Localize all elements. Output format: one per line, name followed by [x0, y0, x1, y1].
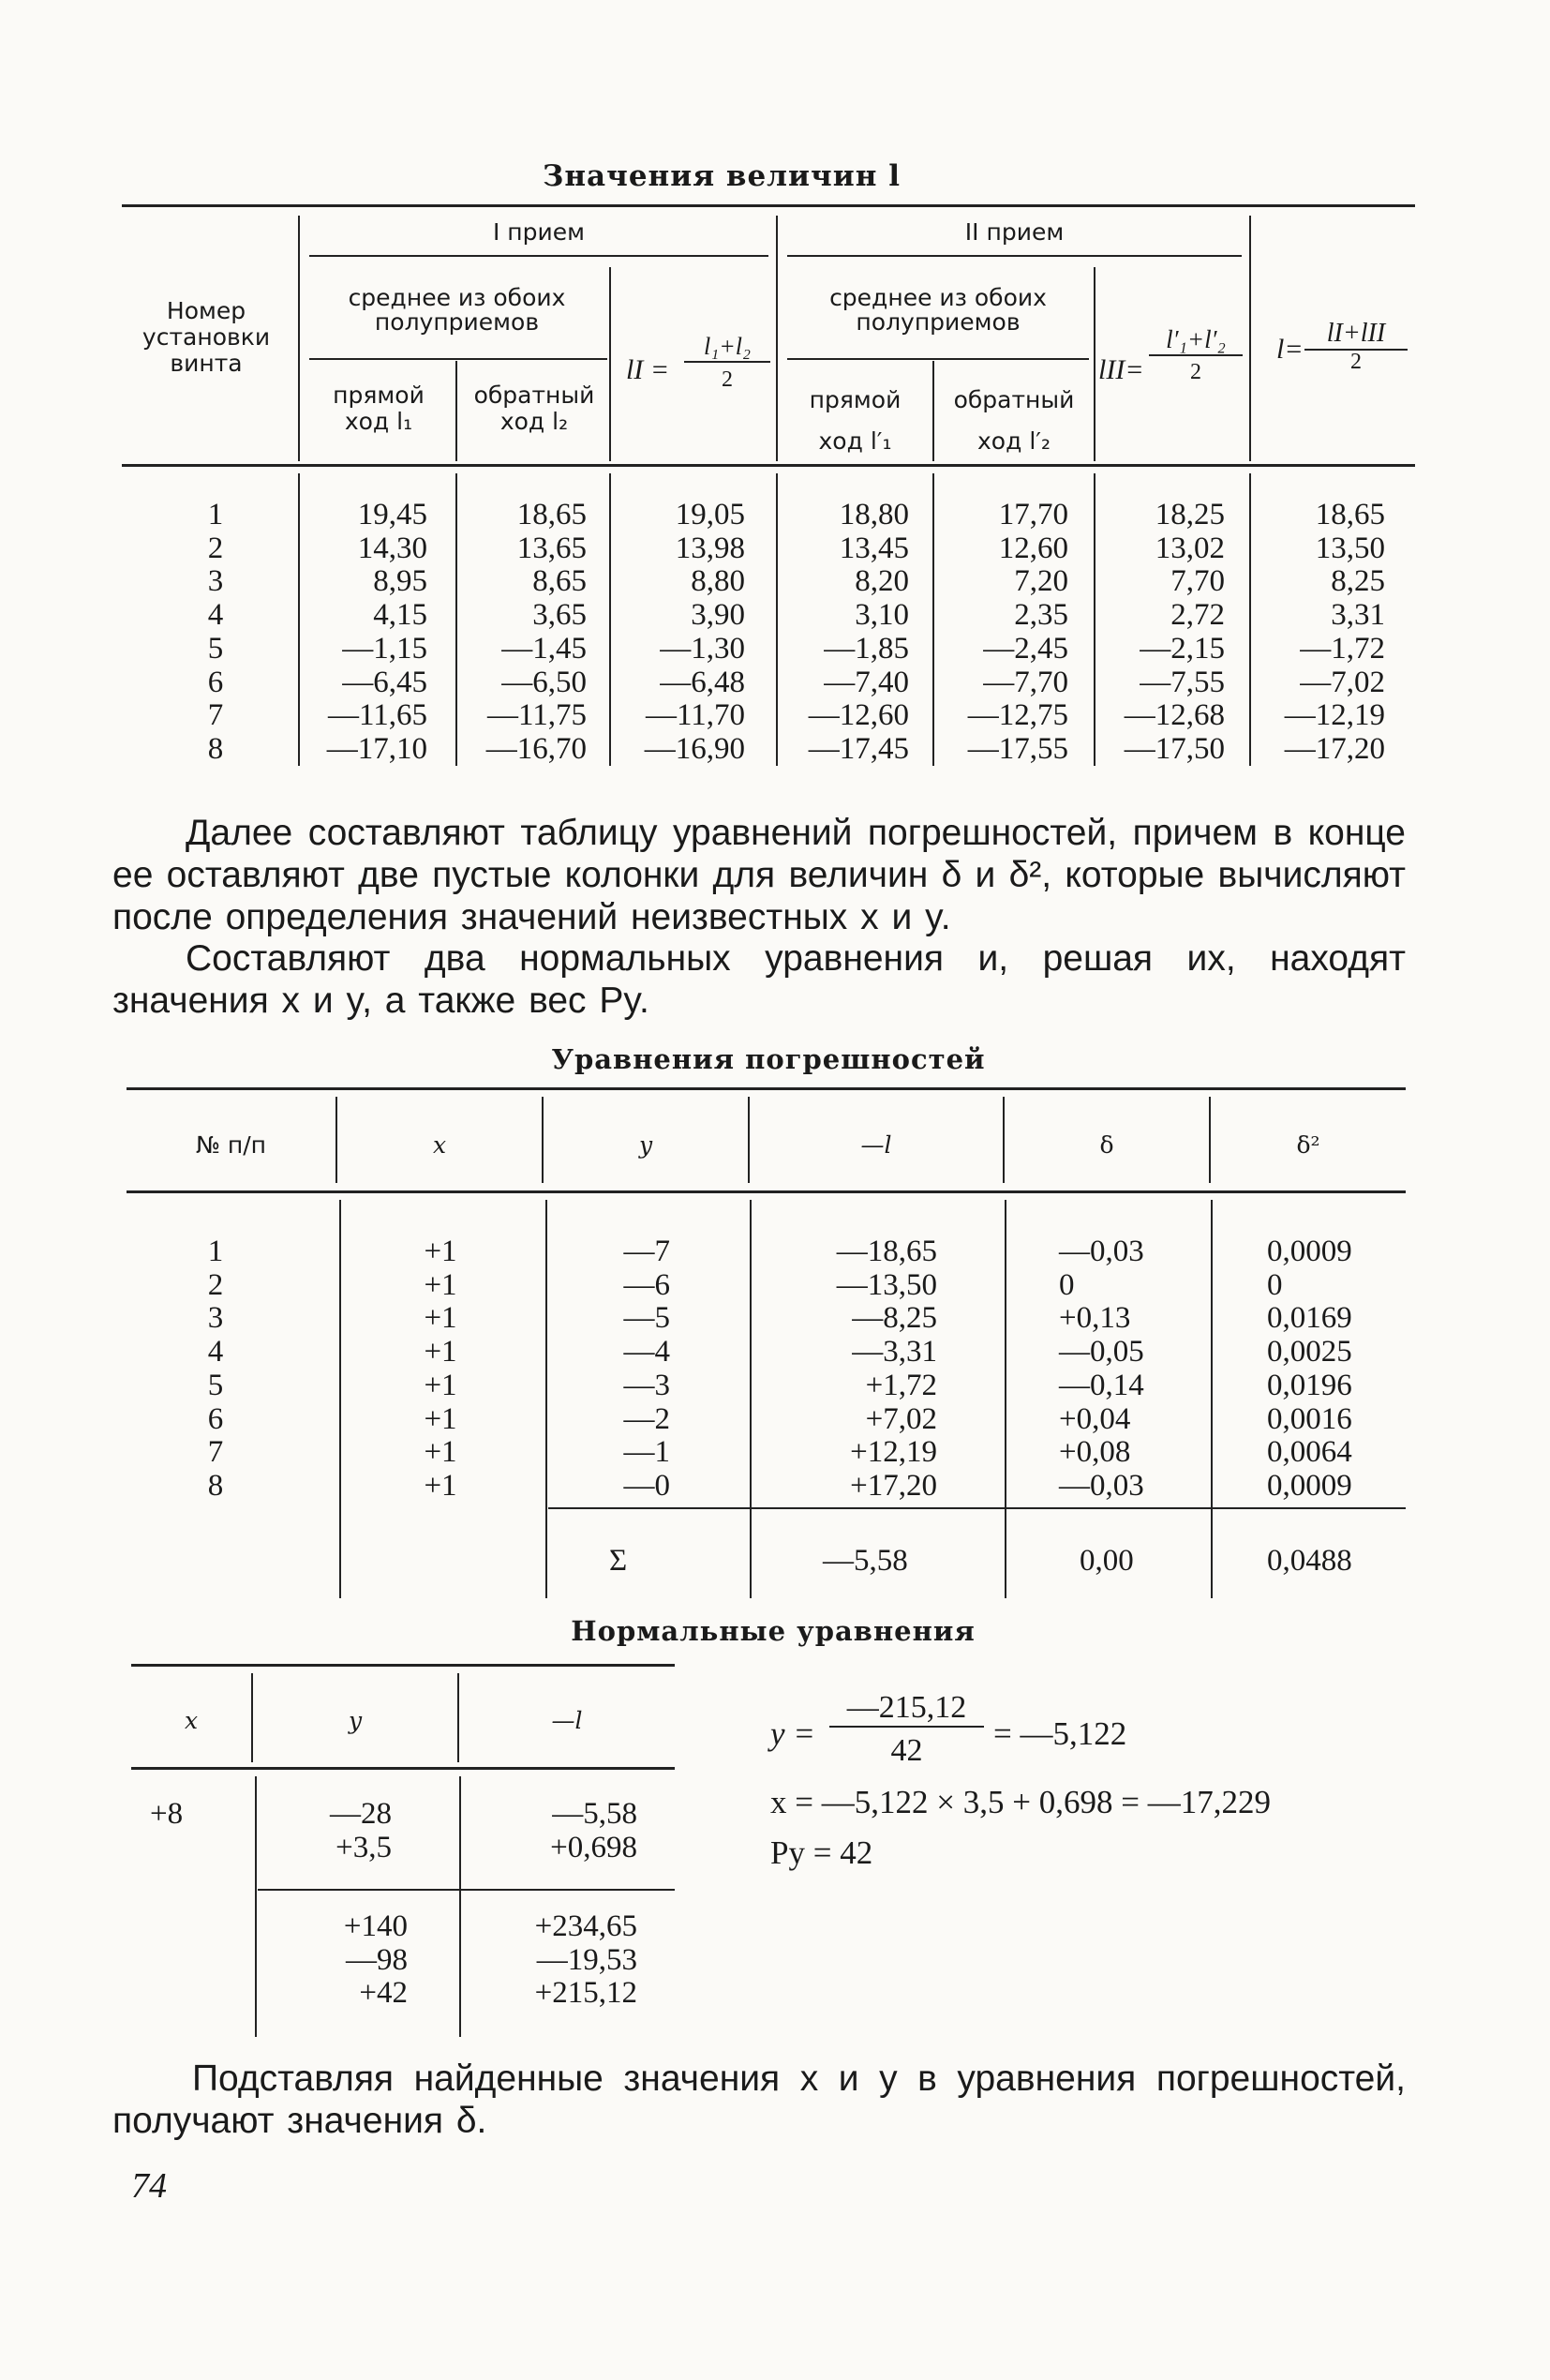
table3-col-l-sums — [469, 1910, 637, 2011]
table1-hrule — [787, 255, 1242, 257]
table2-cell-x: +1 — [424, 1301, 457, 1336]
table1-title-text: Значения величин l — [543, 159, 901, 193]
table2-cell-delta-sq: 0,0009 — [1267, 1235, 1352, 1268]
table1-cell-l1p: —17,45 — [808, 731, 909, 766]
table1-cell-l2p: 2,35 — [1014, 598, 1068, 633]
table1-cell-l2: 8,65 — [532, 564, 587, 599]
table2-title: Уравнения погрешностей — [551, 1043, 986, 1075]
table1-cell-l2p: —12,75 — [967, 698, 1068, 733]
table1-cell-l: —12,19 — [1284, 698, 1385, 733]
table1-cell-lii: —7,55 — [1140, 665, 1225, 699]
table2-cell-l: —18,65 — [836, 1235, 937, 1268]
table1-vline — [455, 361, 457, 461]
table1-cell-l1: —6,45 — [342, 665, 427, 699]
table1-cell-l1p: 3,10 — [855, 598, 909, 633]
table2-cell-delta: —0,03 — [1059, 1468, 1144, 1503]
table3-body-vline — [255, 1776, 257, 2037]
table1-col-l1 — [300, 499, 427, 767]
table2-cell-n: 8 — [207, 1468, 224, 1503]
table1-cell-l2p: 7,20 — [1014, 564, 1068, 599]
header-avg-2 — [782, 286, 1094, 335]
table2-cell-y: —0 — [623, 1468, 670, 1503]
table3-x-value: +8 — [150, 1797, 184, 1831]
table2-body-vline — [1211, 1200, 1213, 1598]
table1-cell-lii: —2,15 — [1140, 631, 1225, 666]
solution-weight: Py = 42 — [770, 1834, 873, 1871]
table1-cell-li: —11,70 — [645, 698, 745, 733]
table1-cell-l: —17,20 — [1284, 731, 1385, 766]
table3-cell-l-sum: —19,53 — [536, 1942, 637, 1977]
table1-col-l2p — [937, 499, 1068, 767]
table1-cell-l2p: —7,70 — [983, 665, 1068, 699]
table2-cell-n: 3 — [207, 1301, 224, 1336]
table3-cell-y-sum: +42 — [359, 1976, 408, 2011]
solution-y-lhs: y = — [770, 1715, 815, 1752]
table2-sum-delta: 0,00 — [1080, 1544, 1134, 1578]
table1-vline — [1094, 267, 1095, 461]
table3-cell-l: —5,58 — [552, 1797, 637, 1831]
table1-cell-l1p: —12,60 — [808, 698, 909, 733]
header-text: обратный — [473, 382, 595, 409]
header-text: среднее из обоих — [348, 284, 566, 311]
header-priem-2: II прием — [964, 218, 1065, 246]
table2-cell-x: +1 — [424, 1435, 457, 1470]
table1-cell-li: 19,05 — [675, 498, 745, 531]
header-text: ход l₂ — [499, 408, 569, 435]
table1-cell-number: 7 — [207, 698, 224, 733]
table3-top-rule — [131, 1664, 675, 1667]
table1-title — [469, 159, 975, 193]
table2-sum-rule — [548, 1507, 1406, 1509]
header-text: прямой — [333, 382, 425, 409]
formula-lhs: lII= — [1098, 354, 1144, 385]
table1-cell-number: 2 — [207, 531, 224, 565]
table1-cell-lii: —12,68 — [1124, 698, 1225, 733]
table1-cell-lii: —17,50 — [1124, 731, 1225, 766]
table1-top-rule — [122, 204, 1415, 207]
table2-cell-l: +1,72 — [865, 1368, 937, 1402]
header-text: ход l′₁ — [818, 427, 892, 455]
table2-sum-label: Σ — [609, 1544, 628, 1578]
table1-cell-lii: 13,02 — [1155, 531, 1225, 565]
table1-cell-l: 3,31 — [1331, 598, 1385, 633]
table1-body-vline — [1249, 473, 1251, 766]
table3-col-y — [281, 1798, 392, 1864]
table1-cell-number: 3 — [207, 564, 224, 599]
table2-col-l — [759, 1235, 937, 1504]
table3-cell-y-sum: —98 — [346, 1942, 408, 1977]
table1-cell-li: 13,98 — [675, 531, 745, 565]
solution-y-numerator: —215,12 — [829, 1690, 984, 1728]
table1-cell-number: 4 — [207, 598, 224, 633]
table2-cell-l: +17,20 — [850, 1468, 937, 1503]
table1-cell-number: 1 — [207, 498, 224, 531]
table2-col-n — [187, 1235, 244, 1504]
table2-body-vline — [545, 1200, 547, 1598]
formula-numerator: lI+lII — [1304, 319, 1408, 351]
table2-cell-x: +1 — [424, 1267, 457, 1302]
table3-col-y-sums — [281, 1910, 408, 2011]
table2-cell-n: 2 — [207, 1267, 224, 1302]
table3-cell-l-sum: +234,65 — [534, 1909, 637, 1943]
table1-cell-l1p: 13,45 — [839, 531, 909, 565]
header-avg-1 — [305, 286, 609, 335]
table1-cell-lii: 2,72 — [1170, 598, 1225, 633]
table2-cell-delta: +0,13 — [1059, 1301, 1131, 1336]
page-number: 74 — [131, 2166, 167, 2206]
table1-hrule — [309, 255, 768, 257]
table2-cell-delta: —0,05 — [1059, 1335, 1144, 1370]
table1-col-lii — [1098, 499, 1225, 767]
table2-cell-delta: —0,03 — [1059, 1235, 1144, 1268]
table1-cell-l1: 8,95 — [373, 564, 427, 599]
table3-header-rule — [131, 1767, 675, 1770]
table1-col-l1p — [778, 499, 909, 767]
table1-cell-l2: 3,65 — [532, 598, 587, 633]
table1-cell-l1: 19,45 — [357, 498, 427, 531]
table2-cell-l: +7,02 — [865, 1401, 937, 1436]
table1-cell-l: —1,72 — [1300, 631, 1385, 666]
table2-cell-l: —3,31 — [852, 1335, 937, 1370]
table2-cell-y: —4 — [623, 1335, 670, 1370]
table2-cell-x: +1 — [424, 1401, 457, 1436]
solution-y-rhs: = —5,122 — [993, 1715, 1127, 1752]
table2-cell-delta-sq: 0,0196 — [1267, 1368, 1352, 1402]
header-reverse-1 — [459, 382, 609, 435]
table2-cell-y: —1 — [623, 1435, 670, 1470]
header-text: Номер — [166, 297, 246, 324]
table1-cell-l: 8,25 — [1331, 564, 1385, 599]
paragraph-2: Составляют два нормальных уравнения и, решая их, находят значения x и y, а также вес Py. — [112, 938, 1406, 1021]
formula-denominator: 2 — [1350, 350, 1362, 374]
table1-cell-lii: 7,70 — [1170, 564, 1225, 599]
table2-header-y: y — [638, 1131, 653, 1159]
table2-cell-delta-sq: 0,0064 — [1267, 1435, 1352, 1470]
table2-cell-l: —13,50 — [836, 1267, 937, 1302]
table1-header-rule — [122, 464, 1415, 467]
header-text: полуприемов — [374, 308, 540, 336]
table2-cell-delta: +0,08 — [1059, 1435, 1131, 1470]
table2-cell-l: —8,25 — [852, 1301, 937, 1336]
table2-cell-delta: +0,04 — [1059, 1401, 1131, 1436]
table1-cell-l1p: 18,80 — [839, 498, 909, 531]
table2-cell-y: —7 — [623, 1235, 670, 1268]
table2-body-vline — [750, 1200, 752, 1598]
table1-cell-l: 13,50 — [1315, 531, 1385, 565]
table1-body-vline — [455, 473, 457, 766]
formula-lhs: l= — [1276, 334, 1304, 365]
table2-header-delta-sq: δ² — [1296, 1131, 1320, 1159]
paragraph-1: Далее составляют таблицу уравнений погрешностей, причем в конце ее оставляют две пустые колонки для величин δ и δ², которые вычисляют после определения значений неизвестных x и y. — [112, 813, 1406, 937]
table1-body-vline — [1094, 473, 1095, 766]
formula-denominator: 2 — [1190, 360, 1201, 384]
table2-sum-l: —5,58 — [823, 1544, 908, 1578]
table2-header-l: —l — [860, 1131, 892, 1159]
table1-cell-l: —7,02 — [1300, 665, 1385, 699]
table3-sum-rule — [258, 1889, 675, 1891]
header-text: среднее из обоих — [829, 284, 1047, 311]
table3-cell-y: —28 — [330, 1797, 392, 1831]
table1-vline — [1249, 216, 1251, 461]
table1-hrule — [787, 358, 1089, 360]
table1-cell-li: —16,90 — [644, 731, 745, 766]
table1-cell-l1p: —7,40 — [824, 665, 909, 699]
table1-cell-l1: —17,10 — [326, 731, 427, 766]
table1-cell-number: 5 — [207, 631, 224, 666]
table2-cell-n: 5 — [207, 1368, 224, 1402]
table3-title: Нормальные уравнения — [571, 1615, 976, 1647]
table2-col-x — [394, 1235, 487, 1504]
table1-cell-lii: 18,25 — [1155, 498, 1225, 531]
table2-col-delta — [1059, 1235, 1200, 1504]
table2-cell-x: +1 — [424, 1235, 457, 1268]
table1-hrule — [309, 358, 607, 360]
formula-numerator: l′₁+l′₂ — [1149, 325, 1243, 356]
table2-cell-n: 1 — [207, 1235, 224, 1268]
table2-header-rule — [127, 1190, 1406, 1193]
table2-cell-delta-sq: 0,0169 — [1267, 1301, 1352, 1336]
table2-cell-x: +1 — [424, 1368, 457, 1402]
table1-col-li — [614, 499, 745, 767]
table2-cell-x: +1 — [424, 1335, 457, 1370]
table1-body-vline — [609, 473, 611, 766]
table1-vline — [932, 361, 934, 461]
table2-cell-x: +1 — [424, 1468, 457, 1503]
table3-body-vline — [459, 1776, 461, 2037]
header-direct-2 — [778, 380, 932, 462]
table2-sum-delta-sq: 0,0488 — [1267, 1544, 1352, 1578]
table1-cell-li: —1,30 — [660, 631, 745, 666]
table1-cell-l2p: —17,55 — [967, 731, 1068, 766]
table2-cell-delta: —0,14 — [1059, 1368, 1144, 1402]
table2-cell-delta: 0 — [1059, 1267, 1075, 1302]
table1-cell-li: 3,90 — [691, 598, 745, 633]
table1-cell-l1: —11,65 — [327, 698, 427, 733]
table1-cell-l1: —1,15 — [342, 631, 427, 666]
table1-cell-l2: —1,45 — [501, 631, 587, 666]
table2-cell-delta-sq: 0,0009 — [1267, 1468, 1352, 1503]
table1-cell-l1: 14,30 — [357, 531, 427, 565]
header-text: ход l′₂ — [977, 427, 1051, 455]
table2-cell-y: —5 — [623, 1301, 670, 1336]
table1-cell-l: 18,65 — [1315, 498, 1385, 531]
table2-header-x: x — [432, 1131, 447, 1159]
header-text: прямой — [809, 386, 902, 413]
formula-lhs: lI = — [626, 354, 670, 385]
table3-col-l — [469, 1798, 637, 1864]
header-text: установки — [142, 323, 271, 351]
table1-cell-li: —6,48 — [660, 665, 745, 699]
table2-cell-n: 7 — [207, 1435, 224, 1470]
table3-cell-y-sum: +140 — [343, 1909, 408, 1943]
table1-cell-l2p: 17,70 — [998, 498, 1068, 531]
table2-body-vline — [339, 1200, 341, 1598]
table1-cell-l2: —6,50 — [501, 665, 587, 699]
table3-header-l: —l — [551, 1707, 583, 1734]
table2-cell-n: 6 — [207, 1401, 224, 1436]
formula-denominator: 2 — [722, 367, 733, 392]
header-screw-number — [122, 298, 291, 377]
table1-vline — [298, 216, 300, 461]
header-direct-1 — [302, 382, 455, 435]
table1-cell-l1p: 8,20 — [855, 564, 909, 599]
table3-cell-y: +3,5 — [335, 1830, 392, 1864]
table2-cell-y: —6 — [623, 1267, 670, 1302]
table2-header-n: № п/п — [195, 1131, 267, 1159]
table1-cell-l1: 4,15 — [373, 598, 427, 633]
solution-y-denominator: 42 — [890, 1733, 923, 1768]
table2-cell-l: +12,19 — [850, 1435, 937, 1470]
table1-col-l — [1254, 499, 1385, 767]
table2-body-vline — [1005, 1200, 1006, 1598]
table1-cell-l1p: —1,85 — [824, 631, 909, 666]
solution-x: x = —5,122 × 3,5 + 0,698 = —17,229 — [770, 1784, 1271, 1820]
table1-cell-l2p: —2,45 — [983, 631, 1068, 666]
table3-header-x: x — [184, 1707, 199, 1734]
table1-col-number — [187, 499, 244, 767]
header-text: винта — [170, 350, 243, 377]
paragraph-3: Подставляя найденные значения x и y в уравнения погрешностей, получают значения δ. — [112, 2058, 1406, 2141]
table2-cell-y: —2 — [623, 1401, 670, 1436]
table2-cell-y: —3 — [623, 1368, 670, 1402]
header-text: ход l₁ — [344, 408, 413, 435]
table1-body-vline — [932, 473, 934, 766]
table1-cell-number: 8 — [207, 731, 224, 766]
table1-cell-l2: —11,75 — [486, 698, 587, 733]
table2-top-rule — [127, 1087, 1406, 1090]
table3-header-y: y — [348, 1707, 363, 1734]
table2-header-delta: δ — [1099, 1131, 1114, 1159]
table1-vline — [609, 267, 611, 461]
header-priem-1: I прием — [492, 218, 586, 246]
table2-cell-delta-sq: 0,0025 — [1267, 1335, 1352, 1370]
header-text: обратный — [953, 386, 1075, 413]
table1-col-l2 — [459, 499, 587, 767]
table1-cell-l2: 13,65 — [516, 531, 587, 565]
table1-cell-l2: —16,70 — [485, 731, 587, 766]
table3-cell-l-sum: +215,12 — [534, 1976, 637, 2011]
table1-cell-number: 6 — [207, 665, 224, 699]
table2-cell-delta-sq: 0 — [1267, 1267, 1283, 1302]
table2-cell-n: 4 — [207, 1335, 224, 1370]
table2-cell-delta-sq: 0,0016 — [1267, 1401, 1352, 1436]
table1-cell-l2p: 12,60 — [998, 531, 1068, 565]
table2-col-y — [562, 1235, 670, 1504]
header-reverse-2 — [935, 380, 1093, 462]
table3-cell-l: +0,698 — [550, 1830, 637, 1864]
formula-numerator: l₁+l₂ — [684, 333, 770, 363]
table1-cell-l2: 18,65 — [516, 498, 587, 531]
table2-col-delta-sq — [1267, 1235, 1398, 1504]
header-text: полуприемов — [856, 308, 1021, 336]
table1-cell-li: 8,80 — [691, 564, 745, 599]
